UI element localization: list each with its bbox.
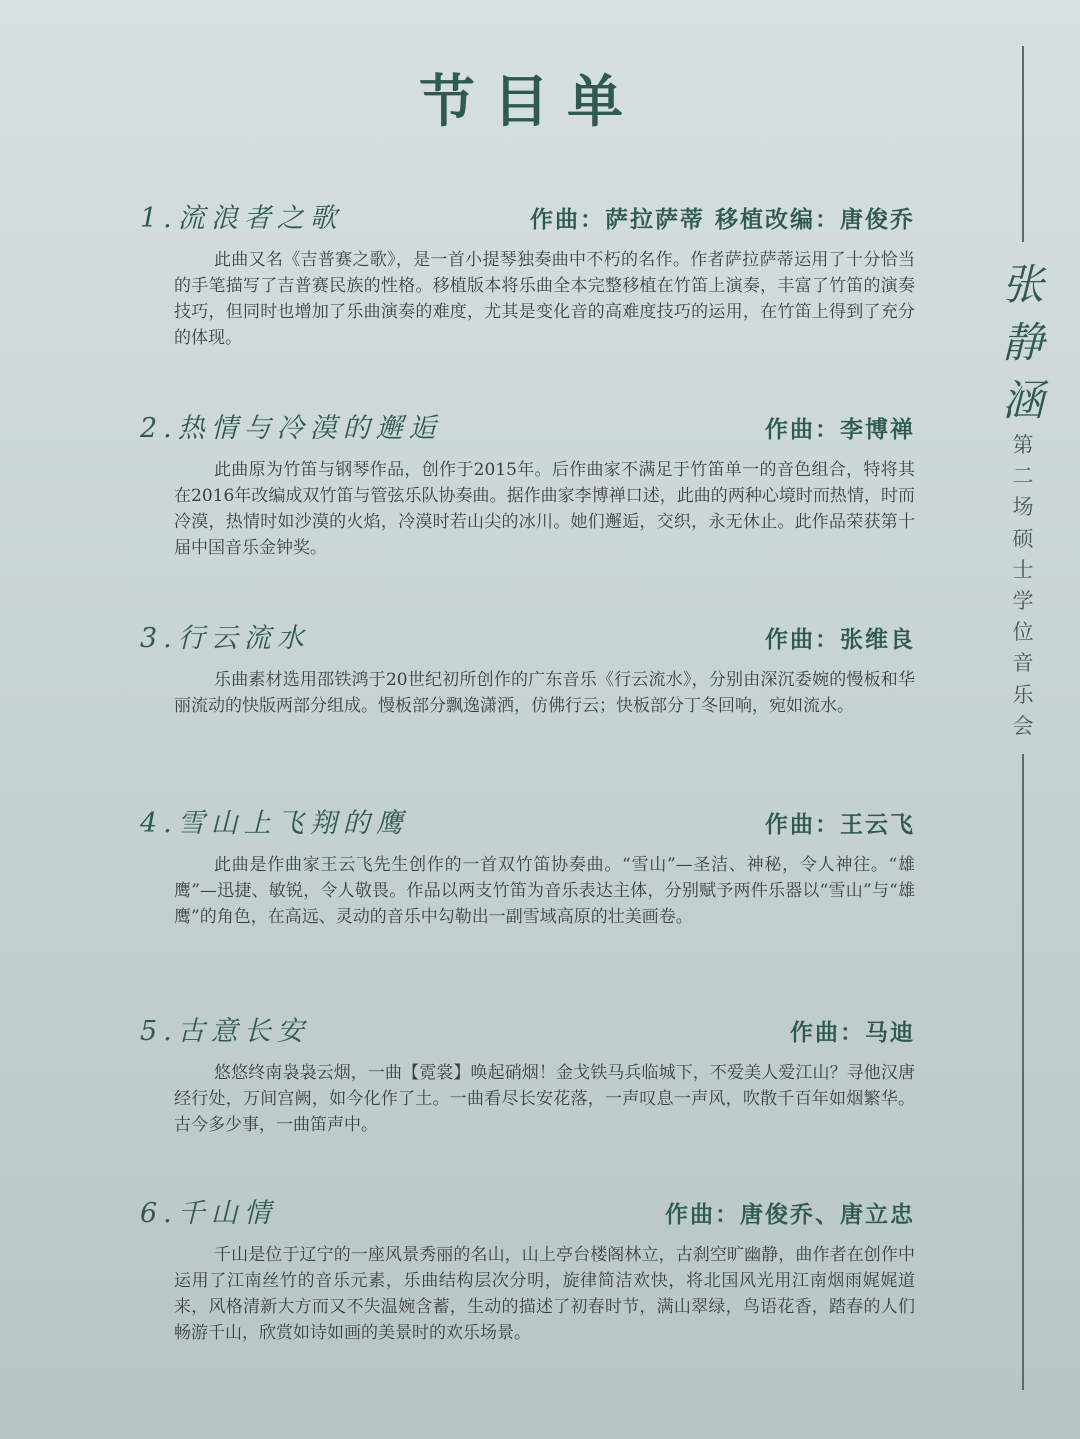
concert-title-char: 学 [1012,589,1034,614]
program-title: 1.流浪者之歌 [140,203,343,234]
concert-title-char: 场 [1012,495,1034,520]
program-description: 乐曲素材选用邵铁鸿于20世纪初所创作的广东音乐《行云流水》，分别由深沉委婉的慢板和华丽流动的快版两部分组成。慢板部分飘逸潇洒，仿佛行云；快板部分丁冬回响，宛如流水。 [174,670,915,716]
program-title: 3.行云流水 [140,623,310,654]
program-title: 4.雪山上飞翔的鹰 [140,808,409,839]
program-description: 此曲又名《吉普赛之歌》，是一首小提琴独奏曲中不朽的名作。作者萨拉萨蒂运用了十分恰当的手笔描写了吉普赛民族的性格。移植版本将乐曲全本完整移植在竹笛上演奏，丰富了竹笛的演奏技巧，但同时也增加了乐曲演奏的难度，尤其是变化音的高难度技巧的运用，在竹笛上得到了充分的体现。 [174,250,915,348]
concert-title-char: 硕 [1012,526,1034,551]
concert-title-char: 第 [1012,433,1034,457]
program-item-6 [140,1191,915,1346]
program-title: 6.千山情 [140,1198,277,1229]
performer-name [998,256,1048,430]
program-item-3 [140,616,915,719]
program-composer: 作曲：唐俊乔、唐立忠 [665,1201,915,1228]
program-title: 5.古意长安 [140,1016,310,1047]
program-header [140,616,915,655]
performer-name-char: 涵 [1001,376,1044,425]
performer-name-char: 张 [1001,260,1044,309]
program-header [140,801,915,840]
concert-title-char: 音 [1012,651,1034,676]
program-description: 此曲是作曲家王云飞先生创作的一首双竹笛协奏曲。“雪山”—圣洁、神秘，令人神往。“雄鹰”—迅捷、敏锐，令人敬畏。作品以两支竹笛为音乐表达主体，分别赋予两件乐器以“雪山”与“雄鹰”的角色，在高远、灵动的音乐中勾勒出一副雪域高原的壮美画卷。 [174,855,915,927]
program-header [140,1191,915,1230]
concert-title-char: 乐 [1012,682,1034,707]
concert-title-char: 二 [1012,464,1034,489]
concert-title-char: 位 [1012,620,1034,645]
program-composer: 作曲：萨拉萨蒂 移植改编：唐俊乔 [529,206,915,233]
program-item-4 [140,801,915,930]
program-header [140,196,915,235]
concert-title [1005,430,1041,742]
program-composer: 作曲：李博禅 [765,416,915,443]
page-title: 节目单 [419,69,641,135]
program-description: 千山是位于辽宁的一座风景秀丽的名山，山上亭台楼阁林立，古刹空旷幽静，曲作者在创作中运用了江南丝竹的音乐元素，乐曲结构层次分明，旋律简洁欢快，将北国风光用江南烟雨娓娓道来，风格清新大方而又不失温婉含蓄，生动的描述了初春时节，满山翠绿，鸟语花香，踏春的人们畅游千山，欣赏如诗如画的美景时的欢乐场景。 [174,1245,915,1343]
program-description: 此曲原为竹笛与钢琴作品，创作于2015年。后作曲家不满足于竹笛单一的音色组合，特将其在2016年改编成双竹笛与管弦乐队协奏曲。据作曲家李博禅口述，此曲的两种心境时而热情，时而冷漠，热情时如沙漠的火焰，冷漠时若山尖的冰川。她们邂逅，交织，永无休止。此作品荣获第十届中国音乐金钟奖。 [174,460,915,558]
program-item-5 [140,1009,915,1138]
program-composer: 作曲：张维良 [765,626,915,653]
performer-name-char: 静 [1001,318,1044,367]
program-item-2 [140,406,915,561]
program-composer: 作曲：王云飞 [765,811,915,838]
program-description: 悠悠终南袅袅云烟，一曲【霓裳】唤起硝烟！金戈铁马兵临城下，不爱美人爱江山？寻他汉唐经行处，万间宫阙，如今化作了土。一曲看尽长安花落，一声叹息一声风，吹散千百年如烟繁华。古今多少事，一曲笛声中。 [174,1063,915,1135]
program-composer: 作曲：马迪 [790,1019,915,1046]
side-divider-top [1022,46,1024,242]
program-header [140,406,915,445]
side-divider-bottom [1022,754,1024,1390]
concert-title-char: 士 [1012,557,1034,582]
concert-title-char: 会 [1012,713,1034,738]
program-title: 2.热情与冷漠的邂逅 [140,413,442,444]
program-header [140,1009,915,1048]
program-item-1 [140,196,915,351]
